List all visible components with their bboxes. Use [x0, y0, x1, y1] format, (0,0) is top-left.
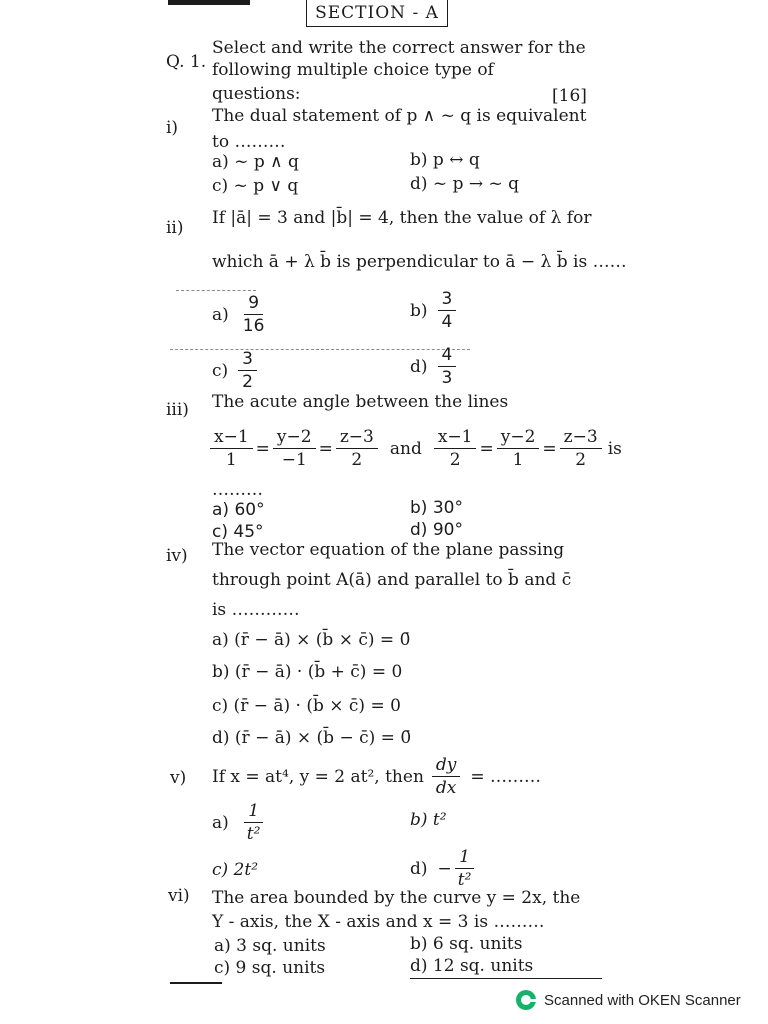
question-iii-blank: ……… — [212, 480, 263, 500]
scan-artifact-dash — [176, 290, 256, 291]
option-v-b: b) t² — [410, 810, 447, 830]
option-vi-d: d) 12 sq. units — [410, 956, 534, 976]
fraction — [336, 426, 378, 471]
question-ii-stem-1: If |ā| = 3 and |b̄| = 4, then the value of λ for — [212, 208, 592, 228]
question-vi-stem-1: The area bounded by the curve y = 2x, the — [212, 888, 581, 908]
fraction — [238, 348, 257, 393]
oken-scanner-icon — [516, 990, 536, 1010]
and-word: and — [389, 438, 422, 459]
option-i-a: a) ~ p ∧ q — [212, 152, 299, 172]
question-v-number: v) — [170, 768, 187, 788]
fraction — [243, 800, 265, 845]
instruction-line-2: following multiple choice type of — [212, 60, 494, 80]
numerator: z−3 — [560, 426, 602, 449]
option-v-d-sign: − — [437, 858, 452, 879]
fraction — [210, 426, 253, 471]
fraction — [434, 426, 477, 471]
fraction — [273, 426, 316, 471]
denominator: 1 — [225, 450, 237, 470]
equals-sign: = — [318, 438, 333, 459]
fraction — [454, 846, 476, 891]
option-iii-b: b) 30° — [410, 498, 463, 518]
question-iv-stem-2: through point A(ā) and parallel to b̄ and c̄ — [212, 570, 572, 590]
option-iii-c: c) 45° — [212, 522, 264, 542]
option-iii-a: a) 60° — [212, 500, 265, 520]
denominator: 1 — [512, 450, 524, 470]
scanner-text: Scanned with OKEN Scanner — [544, 991, 741, 1009]
question-vi-stem-2: Y - axis, the X - axis and x = 3 is ……… — [212, 912, 545, 932]
question-i-number: i) — [166, 118, 179, 138]
denominator: t² — [246, 824, 261, 844]
fraction — [560, 426, 602, 471]
numerator: 9 — [244, 292, 263, 315]
denominator: −1 — [281, 450, 307, 470]
lines-equations — [210, 426, 622, 471]
option-ii-a-label: a) — [212, 304, 229, 325]
option-iv-d: d) (r̄ − ā) × (b̄ − c̄) = 0̄ — [212, 728, 412, 748]
fraction — [432, 754, 461, 799]
option-i-d: d) ~ p → ~ q — [410, 174, 520, 194]
option-ii-d — [410, 344, 456, 389]
option-iv-a: a) (r̄ − ā) × (b̄ × c̄) = 0̄ — [212, 630, 411, 650]
denominator: 2 — [449, 450, 461, 470]
equals-sign: = — [479, 438, 494, 459]
numerator: x−1 — [210, 426, 253, 449]
equals-sign: = — [255, 438, 270, 459]
option-v-a — [212, 800, 264, 845]
denominator: 3 — [441, 368, 453, 388]
numerator: 3 — [438, 288, 457, 311]
denominator: 2 — [242, 372, 253, 392]
bottom-rule-right — [410, 978, 602, 979]
question-i-stem-1: The dual statement of p ∧ ~ q is equivalent — [212, 106, 587, 126]
fraction — [239, 292, 269, 337]
bottom-rule-left — [170, 982, 222, 984]
instruction-line-1: Select and write the correct answer for the — [212, 38, 586, 58]
option-iv-c: c) (r̄ − ā) · (b̄ × c̄) = 0 — [212, 696, 401, 716]
option-ii-c-label: c) — [212, 360, 229, 381]
option-vi-b: b) 6 sq. units — [410, 934, 523, 954]
option-iv-b: b) (r̄ − ā) · (b̄ + c̄) = 0 — [212, 662, 403, 682]
denominator: t² — [457, 870, 472, 890]
question-ii-number: ii) — [166, 218, 184, 238]
option-iii-d: d) 90° — [410, 520, 463, 540]
option-ii-b — [410, 288, 456, 333]
denominator: 2 — [351, 450, 363, 470]
question-iv-stem-1: The vector equation of the plane passing — [212, 540, 565, 560]
option-ii-c — [212, 348, 257, 393]
section-title: SECTION - A — [306, 0, 448, 27]
option-vi-a: a) 3 sq. units — [214, 936, 326, 956]
numerator: 3 — [238, 348, 257, 371]
denominator: dx — [435, 778, 457, 798]
numerator: z−3 — [336, 426, 378, 449]
numerator: 4 — [438, 344, 457, 367]
option-v-d — [410, 846, 475, 891]
question-vi-number: vi) — [168, 886, 190, 906]
fraction — [497, 426, 540, 471]
scanner-watermark — [516, 990, 741, 1010]
option-vi-c: c) 9 sq. units — [214, 958, 326, 978]
numerator: y−2 — [273, 426, 316, 449]
question-iv-stem-3: is ………… — [212, 600, 300, 620]
option-i-c: c) ~ p ∨ q — [212, 176, 299, 196]
numerator: x−1 — [434, 426, 477, 449]
option-v-d-label: d) — [410, 858, 428, 879]
denominator: 2 — [575, 450, 587, 470]
option-ii-a — [212, 292, 268, 337]
option-ii-b-label: b) — [410, 300, 428, 321]
question-v-stem — [212, 754, 541, 799]
top-edge-mark — [168, 0, 250, 5]
option-ii-d-label: d) — [410, 356, 428, 377]
fraction — [438, 288, 457, 333]
marks-label: [16] — [552, 86, 587, 106]
question-v-stem-post: = ……… — [470, 766, 542, 787]
instruction-line-3: questions: — [212, 84, 301, 104]
is-word: is — [607, 438, 622, 459]
numerator: dy — [432, 754, 461, 777]
question-ii-stem-2: which ā + λ b̄ is perpendicular to ā − λ b̄ is …… — [212, 252, 627, 272]
equals-sign: = — [542, 438, 557, 459]
question-v-stem-pre: If x = at⁴, y = 2 at², then — [212, 766, 424, 787]
denominator: 16 — [242, 316, 265, 336]
option-i-b: b) p ↔ q — [410, 150, 480, 170]
numerator: y−2 — [497, 426, 540, 449]
numerator: 1 — [244, 800, 263, 823]
question-i-stem-2: to ……… — [212, 132, 286, 152]
question-iii-stem-1: The acute angle between the lines — [212, 392, 509, 412]
numerator: 1 — [455, 846, 474, 869]
denominator: 4 — [441, 312, 453, 332]
fraction — [438, 344, 457, 389]
option-v-c: c) 2t² — [212, 860, 259, 880]
question-iv-number: iv) — [166, 546, 188, 566]
question-iii-number: iii) — [166, 400, 189, 420]
question-number: Q. 1. — [166, 52, 207, 72]
option-v-a-label: a) — [212, 812, 229, 833]
